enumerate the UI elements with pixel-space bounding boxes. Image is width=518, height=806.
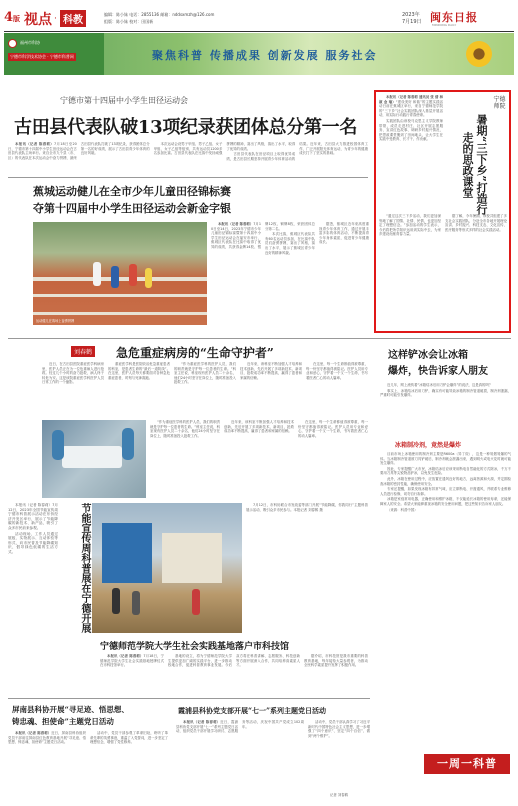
track-kicker: 宁德市第十四届中小学生田径运动会 xyxy=(60,96,188,105)
xiapu-author: 记者 刘春鹤 xyxy=(330,793,349,797)
header-rule xyxy=(4,31,514,32)
pingnan-headline-2: 铸忠魂、担使命”主题党日活动 xyxy=(12,717,114,726)
kinder-photo-caption: 运动健儿在赛场上奋勇拼搏 xyxy=(36,319,75,323)
practice-body: 本报讯（记者 陈春莉）7月18日，宁德师范学院大学生社会实践基地授牌仪式在市科技馆举行。 基地的设立，将为宁德师范学院大学生提供更加广阔的实践平台，进一步推动校地合作，促进科普教育事业发展。今后双方将在科普讲解、志愿服务、科技创新等方面开展深入合作，共同培养高素质人才。 据介绍，市科技馆是我市重要的科普教育基地，每年接待大量参观者，为推动全民科学素质提升发挥了积极作用。 xyxy=(100,654,368,668)
kinder-byline: 本报讯（记者 陈春莉） xyxy=(218,222,254,226)
emergency-photo xyxy=(42,420,146,498)
editor-line: 编辑：陈小妹 电话：2855136 邮箱：nddsxmzh@126.com xyxy=(104,12,215,17)
summer-body-lower: “通过这次三下乡活动，我们更加深刻地了解了国情、社情、民情，也更加坚定了理想信念。”参加活动的学生表示，今后将把所学知识运用到实际中去，为家乡建设贡献青春力量。 据了解，今年暑期，该校共组建了多支社会实践团队，分赴全市各地开展理论宣讲、乡村振兴、科技支农、文化宣传、医疗服务等形式多样的社会实践活动。 xyxy=(379,214,507,237)
banner xyxy=(4,33,514,75)
divider xyxy=(8,338,511,339)
xiapu-body: 本报讯（记者 陈春莉）近日，霞浦县科协党支部开展“七一”系列主题党日活动，组织党员干部开展学习研讨、志愿服务等活动，庆祝中国共产党成立102周年。 活动中，党员干部认真学习了习近平新时代中国特色社会主义思想，进一步增强了“四个意识”、坚定“四个自信”、做到“两个维护”。 xyxy=(176,720,370,738)
divider xyxy=(8,698,370,699)
pingnan-byline: 本报讯（记者 陈春莉） xyxy=(15,731,52,735)
banner-slogan: 聚焦科普 传播成果 创新发展 服务社会 xyxy=(152,49,378,62)
energy-photo-caption: 7月12日，市科协联合市发改委等部门开展“节能降碳，你我同行”主题科普展示活动，吸引众多市民参与。本报记者 刘春鹤 摄 xyxy=(246,503,368,512)
track-byline: 本报讯（记者 陈春莉） xyxy=(15,142,55,146)
emergency-body-lower: “作为重症医学科的医护人员，我们的职责就是守护每一位患者的生命。”科室主任说，科室现有医护人员二十余名，他们24小时坚守在岗位上，随时准备投入抢救工作。 近年来，该科室不断加强人才培养和技术创新，先后开展了多项新技术、新项目，抢救成功率不断提高，赢得了患者和家属的信赖。 在这里，每一个生命都值得被尊重，每一份坚守都值得被铭记。医护人员用专业和爱心，守护着一个又一个生命，书写着医者仁心的动人篇章。 xyxy=(150,420,368,438)
ribbon-weekly: 一周一科普 xyxy=(424,754,510,774)
summer-label: 宁德师院 xyxy=(493,96,506,110)
fridge-subhead: 冰箱制冷剂，竟然是爆炸 xyxy=(395,442,462,449)
masthead: 闽东日报 xyxy=(430,11,478,24)
banner-flower-icon xyxy=(464,39,494,69)
practice-byline: 本报讯（记者 陈春莉） xyxy=(107,654,144,658)
emergency-author-tag: 刘春鹤 xyxy=(71,346,95,357)
xiapu-headline: 霞浦县科协党支部开展“七一”系列主题党日活动 xyxy=(178,706,327,715)
kexie-logo-icon xyxy=(8,39,17,48)
page-number: 4 xyxy=(4,10,14,25)
banner-logo-line1: 福州市科协 xyxy=(20,40,40,45)
fridge-headline-1: 这样铲冰会让冰箱 xyxy=(388,350,468,361)
energy-body: 本报讯（记者 陈春莉）7月12日，2023年全国节能宣传周宁德市科普展示活动在东侨经济开发区举行，展示了节能降碳的新技术、新产品，吸引了众多市民前来参观。 活动现场，工作人员通过展板、实物展示、互动体验等形式，向市民普及节能降碳知识，倡导绿色低碳的生活方式。 xyxy=(8,503,58,554)
energy-headline: 节能宣传周科普展在宁德开展 xyxy=(79,503,90,633)
page-header: 4版 视点 · 科教 编辑：陈小妹 电话：2855136 邮箱：nddsxmzh@126.com 组版：陈小妹 校对：田国新 2023年 7月19日 闽东日报 MINDONG DAILY xyxy=(4,10,478,28)
xiapu-byline: 本报讯（记者 陈春莉） xyxy=(183,720,221,724)
track-headline: 古田县代表队破13项纪录获团体总分第一名 xyxy=(14,117,358,138)
proof-line: 组版：陈小妹 校对：田国新 xyxy=(104,19,154,24)
kinder-headline-1: 蕉城运动健儿在全市少年儿童田径锦标赛 xyxy=(33,185,231,198)
practice-headline: 宁德师范学院大学生社会实践基地落户市科技馆 xyxy=(100,642,290,652)
divider xyxy=(8,177,368,178)
issue-weekday: 7月19日 xyxy=(402,19,422,25)
page-label: 版 xyxy=(13,14,21,23)
kinder-headline-2: 夺第十四届中小学生田径运动会新金字银 xyxy=(33,202,231,215)
fridge-body: 近几年，网上流传着“冰箱结冰后用刀铲会爆炸”的说法，这是真的吗？ 事实上，冰箱结冰后用刀铲，确实有可能导致冰箱的制冷管道破损，制冷剂泄漏，严重时可能引发爆炸。 xyxy=(380,383,511,398)
emergency-body: 近日，在古田县医院重症医学科病房里，医护人员正在为一位危重病人进行抢救。经过几个小时的奋力抢救，病人终于转危为安。这是该院重症医学科医护人员日常工作的一个缩影。 重症医学科是医院收治危急重症患者的科室，是患者生命的“最后一道防线”。在这里，医护人员每天都要面对各种急危重症患者，时刻与死神赛跑。 “作为重症医学科的医护人员，我们的职责就是守护每一位患者的生命。”科室主任说，科室现有医护人员二十余名，他们24小时坚守在岗位上，随时准备投入抢救工作。 近年来，该科室不断加强人才培养和技术创新，先后开展了多项新技术、新项目，抢救成功率不断提高，赢得了患者和家属的信赖。 在这里，每一个生命都值得被尊重，每一份坚守都值得被铭记。医护人员用专业和爱心，守护着一个又一个生命，书写着医者仁心的动人篇章。 xyxy=(42,362,368,385)
banner-logo-line2: 宁德市科学技术协会 · 宁德市科普网 xyxy=(10,54,74,59)
pingnan-body: 本报讯（记者 陈春莉）近日，屏南县科协组织党员干部前往屏南县红色教育基地开展“寻足迹、悟思想、铸忠魂、担使命”主题党日活动。 活动中，党员干部参观了革命旧址，聆听了革命先辈的英勇事迹，重温了入党誓词，进一步坚定了理想信念，增强了党性修养。 xyxy=(8,731,168,745)
section-name: 视点 xyxy=(24,12,52,28)
emergency-headline: 急危重症病房的“生命守护者” xyxy=(116,346,274,360)
pingnan-headline-1: 屏南县科协开展“寻足迹、悟思想、 xyxy=(12,705,129,714)
track-body: 本报讯（记者 陈春莉）7月18日至20日，宁德市第十四届中小学生田径运动会在古田县代表队主场举行。来自全市九个县（市、区）的代表队在本次运动会中奋力拼搏，最终古田县代表队打破了13项纪录，获得团体总分第一名的好成绩，展示了古田县青少年体育的良好风貌。 本次运动会设男子甲组、男子乙组、女子甲组、女子乙组等组别，共有运动员1200多名参加比赛。古田县代表队在比赛中发扬顽强拼搏的精神，赛出了风格，赛出了水平，取得了优异的成绩。 古田县代表队在田径项目上取得优异成绩，是古田县长期坚持开展青少年体育活动的结果。近年来，古田县大力推进校园体育工作，广泛开展阳光体育运动，为青少年的健康成长打下了坚实的基础。 xyxy=(8,142,368,161)
summer-byline: 本报讯（记者 陈春莉 通讯员 张 倩 林 淑 金 瑜） xyxy=(379,95,443,104)
issue-date: 2023年 xyxy=(402,12,420,18)
summer-headline: 暑期“三下乡”打造行走的思政课堂 xyxy=(461,114,488,215)
section-tag: 科教 xyxy=(60,10,86,27)
fridge-headline-2: 爆炸，快告诉家人朋友 xyxy=(388,366,488,377)
fridge-body2: 目前市场上冰箱使用的制冷剂主要是R600a（异丁烷），这是一种易燃易爆的气体。当冰箱制冷管道被刀具铲破后，制冷剂就会泄漏出来，遇到明火或电火花时就可能发生爆炸。 因此，专家提醒广大市民，冰箱结冰后应该采用断电自然融化的方式除冰，千万不要用刀具等尖锐物品铲冰，以免发生危险。 此外，冰箱在使用过程中，应放置在通风良好的地方，远离热源和火源，并定期检查冰箱的密封性能，确保使用安全。 专家还提醒，如果发现冰箱有异常气味，应立即断电、开窗通风，并联系专业维修人员进行检修，切勿自行拆卸。 冰箱是家庭常用电器，正确使用和维护冰箱，不仅能延长冰箱的使用寿命，还能保障家人的安全。希望大家能够重视冰箱的安全使用问题，把这些知识告诉家人朋友。 （来源：科普中国） xyxy=(380,452,511,512)
kinder-body: 本报讯（记者 陈春莉）7月10日至14日，2023年宁德市少年儿童田径锦标赛暨第十四届中小学生田径运动会在福安市举行，蕉城区代表队在比赛中取得了优异的成绩，共获得金牌14枚、银牌12枚、铜牌8枚，荣获团体总分第二名。 本次比赛，蕉城区代表队共有60名运动员参加，在比赛中队员们奋勇拼搏，赛出了风格，赛出了水平，展示了蕉城区青少年良好的精神风貌。 据悉，蕉城区近年来高度重视青少年体育工作，通过开展丰富多彩的体育活动，不断提高青少年身体素质，促进青少年健康成长。 xyxy=(211,222,369,255)
summer-body: 本报讯（记者 陈春莉 通讯员 张 倩 林 淑 金 瑜）“建设美好 和谐”的主题实践活动日前在蕉城区举行，来自宁德师范学院的“三下乡”社会实践团队深入基层开展活动，用实际行动践行青春使命。 实践团队由该校马克思主义学院教师带领，成员走进村庄、社区开展志愿服务、宣讲红色故事、调研乡村振兴情况，把思政课堂搬到了田间地头，让大学生在实践中受教育、长才干、作贡献。 xyxy=(379,95,443,142)
summer-box xyxy=(374,90,511,333)
kinder-photo xyxy=(33,222,207,325)
energy-photo xyxy=(92,503,242,633)
masthead-en: MINDONG DAILY xyxy=(432,23,457,27)
